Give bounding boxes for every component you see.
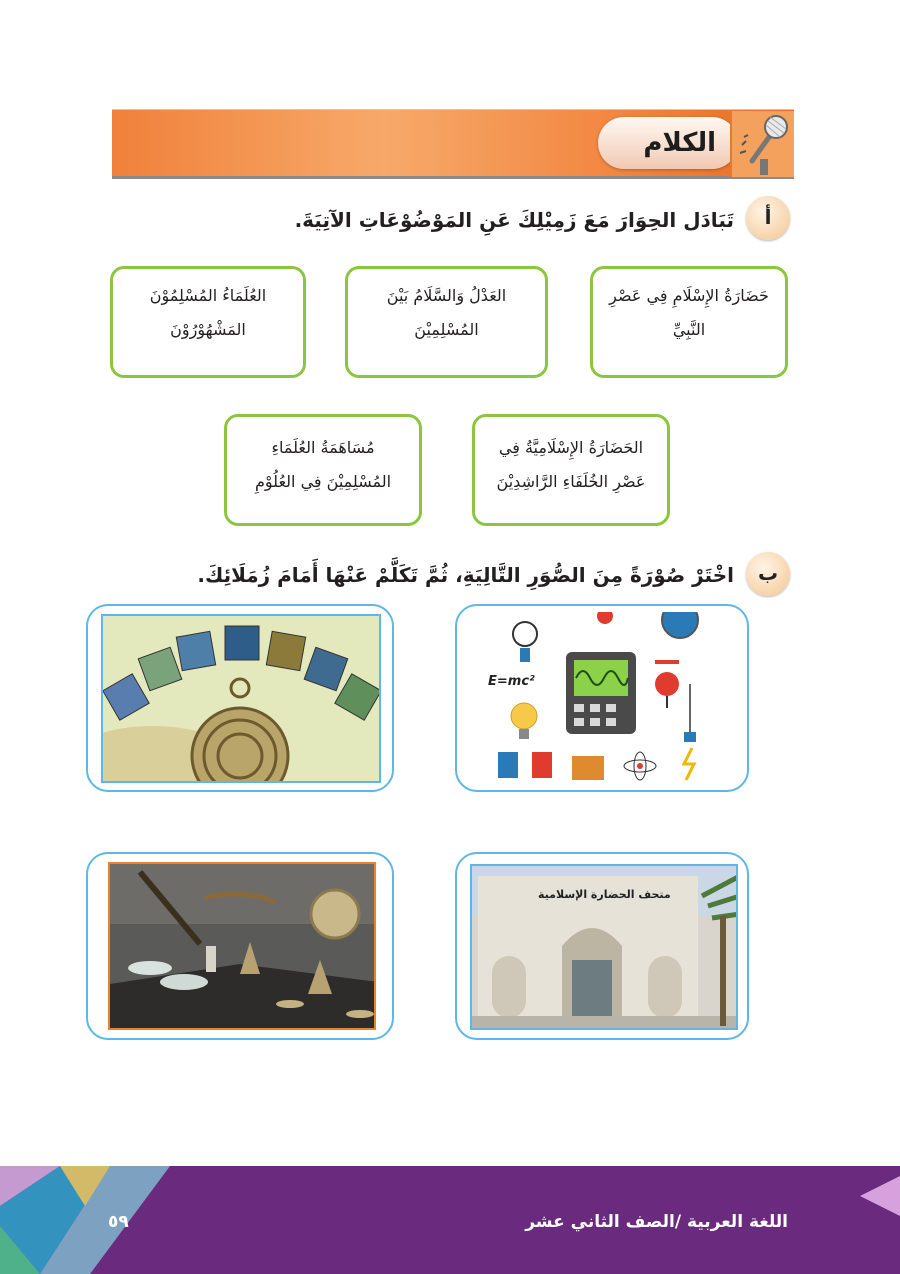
microphone-icon [730,111,794,177]
museum-building-image [470,864,738,1030]
topic-line: النَّبِيِّ [672,320,706,339]
topic-box [110,266,306,378]
topic-line: عَصْرِ الخُلَفَاءِ الرَّاشِدِيْنَ [496,472,646,491]
topic-line: الحَضَارَةُ الإِسْلَامِيَّةُ فِي [498,438,644,457]
science-illustration [480,612,730,782]
topic-line: المُسْلِمِيْنَ فِي العُلُوْمِ [254,472,392,491]
muslim-scholars-image [101,614,381,783]
topic-line: مُسَاهَمَةُ العُلَمَاءِ [271,438,375,457]
formula-label: E=mc² [488,674,535,689]
page-number: ٥٩ [108,1212,129,1232]
part-b-instruction: اخْتَرْ صُوْرَةً مِنَ الصُّوَرِ التَّالِيَةِ، ثُمَّ تَكَلَّمْ عَنْهَا أَمَامَ زُمَلَائِكَ. [197,563,734,587]
part-a-instruction: تَبَادَل الحِوَارَ مَعَ زَمِيْلِكَ عَنِ المَوْضُوْعَاتِ الآتِيَةَ. [294,208,734,232]
topic-line: حَضَارَةُ الإِسْلَامِ فِي عَصْرِ [609,286,769,305]
topic-box [472,414,670,526]
topic-box [345,266,548,378]
part-b-badge: ب [746,552,790,596]
topic-box [590,266,788,378]
footer-title: اللغة العربية /الصف الثاني عشر [525,1212,788,1232]
topic-line: المَشْهُوْرُوْنَ [170,320,246,339]
museum-sign: متحف الحضارة الإسلامية [538,888,671,901]
topic-box [224,414,422,526]
topic-line: العَدْلُ وَالسَّلَامُ بَيْنَ [386,286,507,305]
part-a-badge: أ [746,196,790,240]
topic-line: المُسْلِمِيْنَ [414,320,479,339]
topic-line: العُلَمَاءُ المُسْلِمُوْنَ [149,286,267,305]
museum-artifacts-image [108,862,376,1030]
section-title: الكلام [643,128,716,158]
